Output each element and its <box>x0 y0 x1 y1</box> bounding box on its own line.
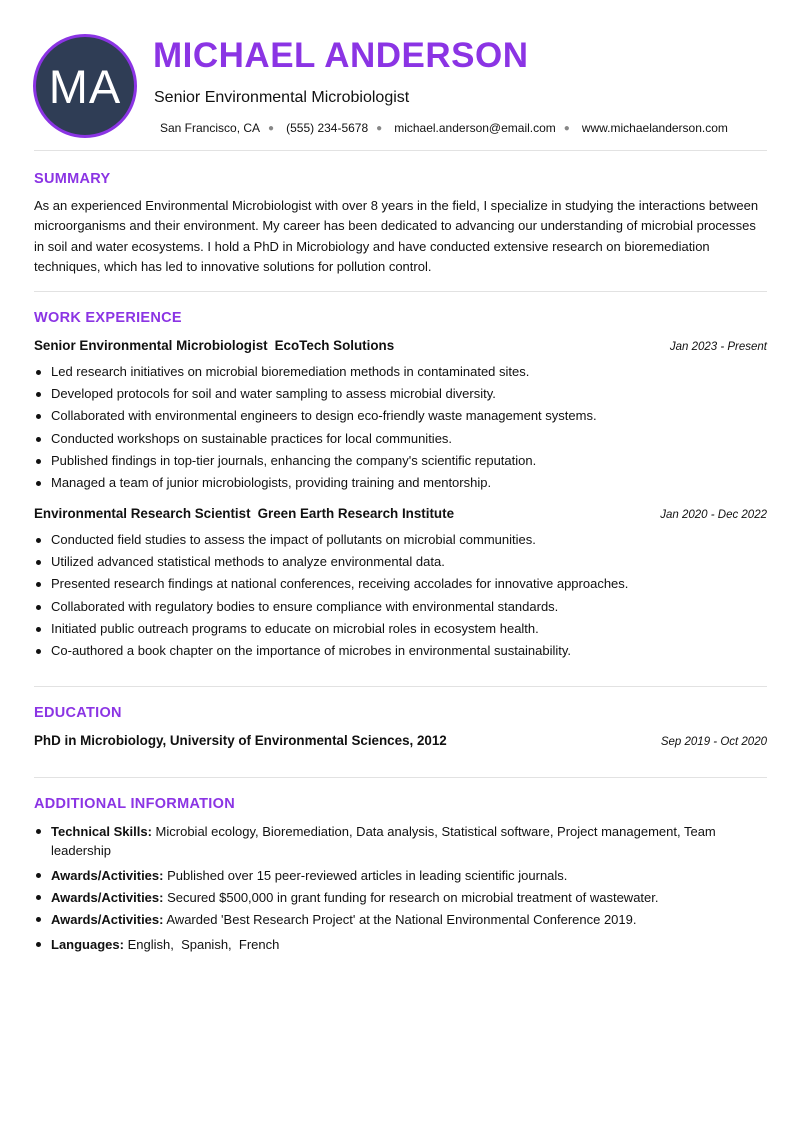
bullet-text: Published findings in top-tier journals, enhancing the company's scientific reputation. <box>51 452 537 468</box>
bullet-dot <box>36 605 41 610</box>
item-label: Awards/Activities: <box>51 912 164 927</box>
separator-dot: ● <box>376 122 383 134</box>
list-item <box>34 599 767 621</box>
separator-dot: ● <box>563 122 570 134</box>
divider <box>34 777 767 778</box>
job-title <box>34 338 394 353</box>
job-bullets <box>34 532 767 665</box>
contact-location: San Francisco, CA <box>160 121 261 135</box>
bullet-dot <box>36 481 41 486</box>
item-text: Awarded 'Best Research Project' at the National Environmental Conference 2019. <box>166 912 637 927</box>
list-item <box>34 643 767 665</box>
list-item <box>34 386 767 408</box>
summary-heading: SUMMARY <box>34 171 111 187</box>
divider <box>34 686 767 687</box>
list-item <box>34 532 767 554</box>
list-item <box>34 621 767 643</box>
bullet-text: Conducted workshops on sustainable practices for local communities. <box>51 430 453 446</box>
bullet-text: Co-authored a book chapter on the importance of microbes in environmental sustainability. <box>51 642 572 658</box>
education-entry <box>34 733 767 748</box>
job-role: Senior Environmental Microbiologist <box>34 338 268 353</box>
divider <box>34 150 767 151</box>
item-label: Awards/Activities: <box>51 890 164 905</box>
bullet-dot <box>36 895 41 900</box>
education-heading: EDUCATION <box>34 705 122 721</box>
list-item <box>34 408 767 430</box>
list-item <box>34 910 767 929</box>
item-text: Published over 15 peer-reviewed articles in leading scientific journals. <box>167 868 568 883</box>
item-text: English, Spanish, French <box>127 937 280 952</box>
contact-website[interactable]: www.michaelanderson.com <box>581 121 728 135</box>
list-item <box>34 576 767 598</box>
job-dates: Jan 2023 - Present <box>669 341 767 353</box>
contact-phone: (555) 234-5678 <box>286 121 369 135</box>
bullet-dot <box>36 437 41 442</box>
additional-info-heading: ADDITIONAL INFORMATION <box>34 796 235 812</box>
bullet-text: Led research initiatives on microbial bioremediation methods in contaminated sites. <box>51 364 530 379</box>
item-label: Technical Skills: <box>51 824 152 839</box>
bullet-dot <box>36 560 41 565</box>
job-header <box>34 506 767 521</box>
bullet-text: Collaborated with regulatory bodies to ensure compliance with environmental standards. <box>51 598 559 614</box>
bullet-text: Managed a team of junior microbiologists, providing training and mentorship. <box>51 474 492 490</box>
job-company: Green Earth Research Institute <box>257 506 455 521</box>
contact-line <box>160 121 728 135</box>
bullet-dot <box>36 582 41 587</box>
job-role: Environmental Research Scientist <box>34 506 251 521</box>
divider <box>34 291 767 292</box>
list-item <box>34 866 767 885</box>
item-label: Awards/Activities: <box>51 868 164 883</box>
list-item <box>34 364 767 386</box>
list-item <box>34 431 767 453</box>
separator-dot: ● <box>268 122 275 134</box>
bullet-dot <box>36 538 41 543</box>
avatar <box>33 34 137 138</box>
candidate-role: Senior Environmental Microbiologist <box>154 89 410 106</box>
bullet-dot <box>36 873 41 878</box>
education-dates: Sep 2019 - Oct 2020 <box>660 736 767 748</box>
list-item <box>34 475 767 497</box>
bullet-dot <box>36 414 41 419</box>
work-experience-heading: WORK EXPERIENCE <box>34 310 182 326</box>
bullet-dot <box>36 627 41 632</box>
list-item <box>34 554 767 576</box>
bullet-text: Collaborated with environmental engineers to design eco-friendly waste management systems. <box>51 408 597 424</box>
contact-email[interactable]: michael.anderson@email.com <box>394 121 556 135</box>
job-company: EcoTech Solutions <box>274 338 395 353</box>
bullet-dot <box>36 370 41 375</box>
bullet-dot <box>36 459 41 464</box>
bullet-text: Utilized advanced statistical methods to analyze environmental data. <box>51 554 445 570</box>
job-title <box>34 506 454 521</box>
item-text: Microbial ecology, Bioremediation, Data analysis, Statistical software, Project management, Team leadership <box>51 824 716 858</box>
bullet-text: Presented research findings at national conferences, receiving accolades for innovative approaches. <box>51 576 629 592</box>
additional-info-list <box>34 822 767 954</box>
job-dates: Jan 2020 - Dec 2022 <box>660 509 767 521</box>
bullet-text: Conducted field studies to assess the impact of pollutants on microbial communities. <box>51 532 536 547</box>
bullet-dot <box>36 829 41 834</box>
avatar-initials: MA <box>48 59 122 113</box>
bullet-dot <box>36 917 41 922</box>
list-item <box>34 822 767 860</box>
candidate-name: MICHAEL ANDERSON <box>153 36 529 75</box>
list-item <box>34 935 767 954</box>
bullet-dot <box>36 649 41 654</box>
bullet-text: Developed protocols for soil and water sampling to assess microbial diversity. <box>51 386 496 402</box>
job-bullets <box>34 364 767 497</box>
list-item <box>34 453 767 475</box>
bullet-dot <box>36 392 41 397</box>
list-item <box>34 888 767 907</box>
job-header <box>34 338 767 353</box>
bullet-text: Initiated public outreach programs to educate on microbial roles in ecosystem health. <box>51 620 539 636</box>
summary-text: As an experienced Environmental Microbiologist with over 8 years in the field, I specialize in studying the interactions between microorganisms and their environment. My career has been dedicated to advancing our understanding of microbial processes in soil and water ecosystems. I hold a PhD in Microbiology and have conducted extensive research on bioremediation techniques, which has led to innovative solutions for pollution control. <box>34 198 759 274</box>
bullet-dot <box>36 942 41 947</box>
item-text: Secured $500,000 in grant funding for research on microbial treatment of wastewater. <box>167 890 659 905</box>
item-label: Languages: <box>51 937 124 952</box>
education-degree: PhD in Microbiology, University of Environmental Sciences, 2012 <box>34 733 447 748</box>
